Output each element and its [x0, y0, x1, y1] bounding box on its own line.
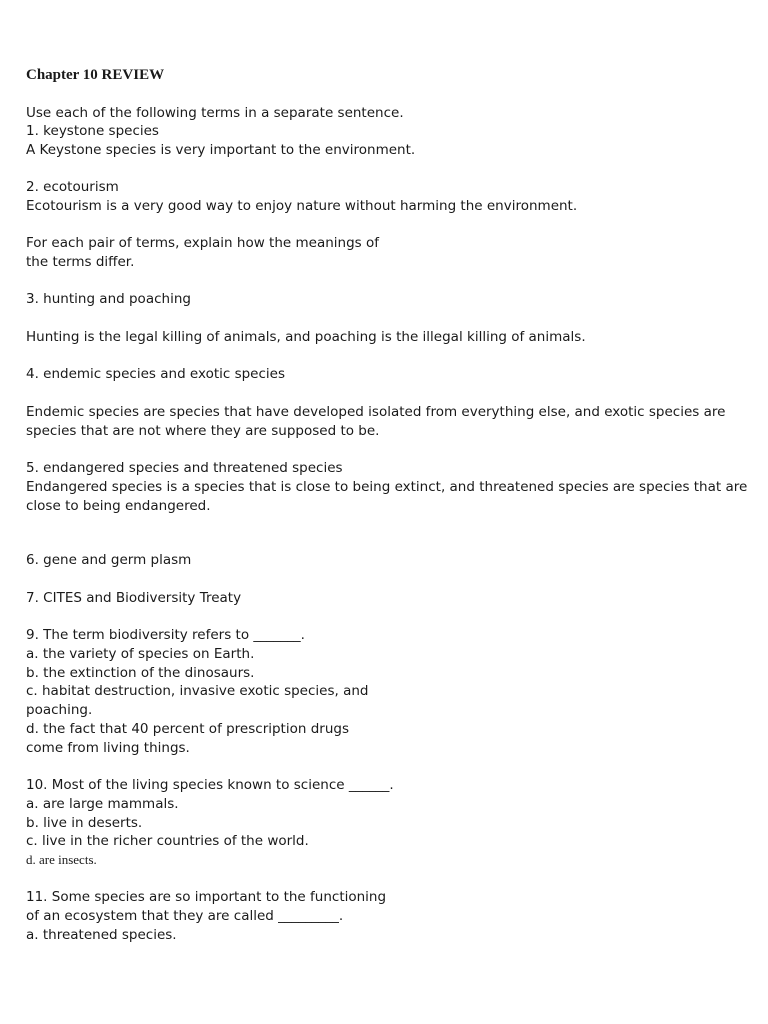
answer-option: b. the extinction of the dinosaurs.: [26, 665, 255, 681]
question-term: 1. keystone species: [26, 123, 159, 139]
question-stem: 9. The term biodiversity refers to _______.: [26, 627, 305, 643]
question-term: 4. endemic species and exotic species: [26, 366, 286, 382]
answer-line: close to being endangered.: [26, 498, 211, 514]
answer-line: Hunting is the legal killing of animals, and poaching is the illegal killing of animals.: [26, 329, 586, 345]
question-term: 6. gene and germ plasm: [26, 552, 192, 568]
question-term: 3. hunting and poaching: [26, 291, 191, 307]
instruction-line: For each pair of terms, explain how the meanings of: [26, 235, 379, 251]
instruction-line: Use each of the following terms in a separate sentence.: [26, 105, 404, 121]
answer-line: Endemic species are species that have developed isolated from everything else, and exotic species are: [26, 404, 726, 420]
answer-option: c. habitat destruction, invasive exotic species, and: [26, 683, 369, 699]
question-term: 7. CITES and Biodiversity Treaty: [26, 590, 242, 606]
answer-option: a. threatened species.: [26, 927, 177, 943]
page-title: Chapter 10 REVIEW: [26, 67, 165, 83]
answer-line: species that are not where they are supposed to be.: [26, 423, 380, 439]
answer-option: come from living things.: [26, 740, 190, 756]
answer-line: Endangered species is a species that is close to being extinct, and threatened species are species that are: [26, 479, 748, 495]
answer-line: Ecotourism is a very good way to enjoy nature without harming the environment.: [26, 198, 578, 214]
question-term: 5. endangered species and threatened species: [26, 460, 343, 476]
answer-option: b. live in deserts.: [26, 815, 143, 831]
answer-option: d. are insects.: [26, 852, 97, 867]
question-stem: 10. Most of the living species known to science ______.: [26, 777, 394, 793]
instruction-line: the terms differ.: [26, 254, 135, 270]
answer-option: d. the fact that 40 percent of prescription drugs: [26, 721, 349, 737]
answer-option: c. live in the richer countries of the world.: [26, 833, 309, 849]
answer-option: a. the variety of species on Earth.: [26, 646, 255, 662]
question-term: 2. ecotourism: [26, 179, 119, 195]
question-stem: of an ecosystem that they are called _________.: [26, 908, 344, 924]
question-stem: 11. Some species are so important to the functioning: [26, 889, 387, 905]
answer-option: a. are large mammals.: [26, 796, 179, 812]
answer-option: poaching.: [26, 702, 93, 718]
answer-line: A Keystone species is very important to the environment.: [26, 142, 416, 158]
